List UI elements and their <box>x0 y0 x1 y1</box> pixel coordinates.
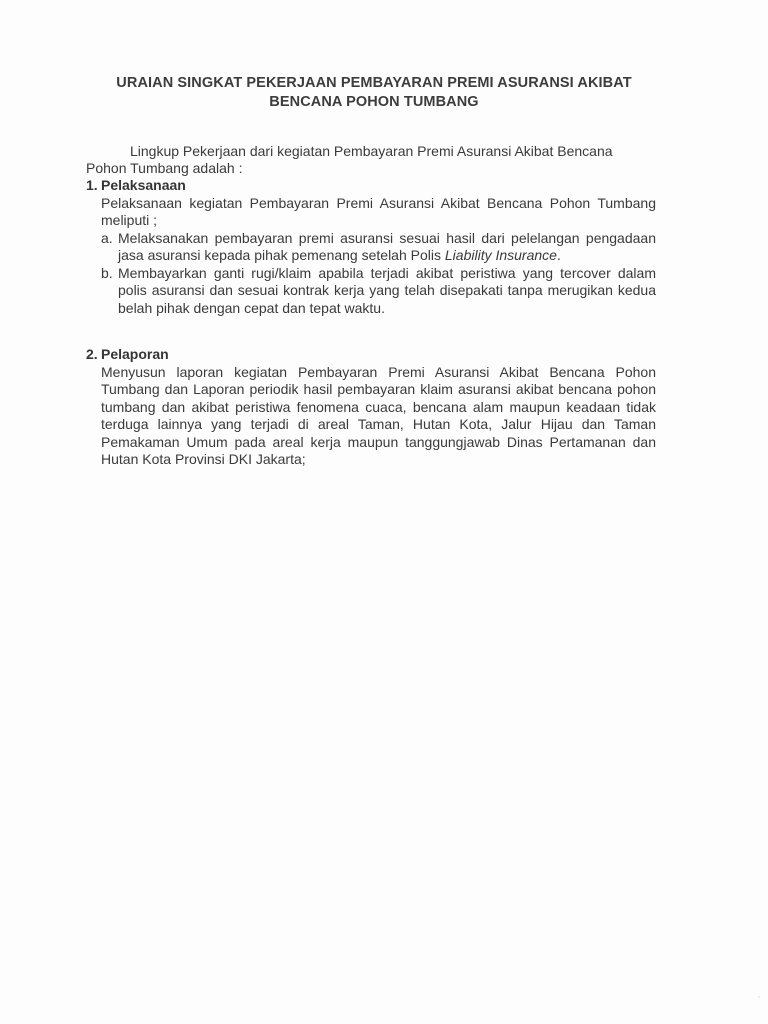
scan-artifact <box>758 996 760 998</box>
list-item-text-italic: Liability Insurance <box>444 247 557 263</box>
section-body: Pelaksanaan kegiatan Pembayaran Premi Asuransi Akibat Bencana Pohon Tumbang meliputi ; <box>101 194 656 228</box>
title-line-2: BENCANA POHON TUMBANG <box>269 94 479 110</box>
document-title <box>80 74 668 112</box>
section-body: Menyusun laporan kegiatan Pembayaran Premi Asuransi Akibat Bencana Pohon Tumbang dan Laporan periodik hasil pembayaran klaim asuransi akibat bencana pohon tumbang dan akibat peristiwa fenomena cuaca, bencana alam maupun keadaan tidak terduga lainnya yang terjadi di areal Taman, Hutan Kota, Jalur Hijau dan Taman Pemakaman Umum pada areal kerja maupun tanggungjawab Dinas Pertamanan dan Hutan Kota Provinsi DKI Jakarta; <box>101 363 656 467</box>
section-pelaksanaan <box>86 177 656 317</box>
section-heading <box>86 177 656 195</box>
title-line-1: URAIAN SINGKAT PEKERJAAN PEMBAYARAN PREMI ASURANSI AKIBAT <box>116 75 632 91</box>
intro-line-1: Lingkup Pekerjaan dari kegiatan Pembayaran Premi Asuransi Akibat Bencana <box>130 143 613 159</box>
list-item-text-end: . <box>556 247 561 263</box>
list-item-letter: a. <box>101 229 113 246</box>
section-number: 1. <box>86 177 98 193</box>
section-list <box>101 230 656 318</box>
section-heading <box>86 346 656 364</box>
section-heading-text: Pelaksanaan <box>101 177 186 193</box>
section-heading-text: Pelaporan <box>101 346 169 362</box>
intro-paragraph <box>86 143 656 177</box>
list-item-text-main: Melaksanakan pembayaran premi asuransi sesuai hasil dari pelelangan pengadaan jasa asuransi kepada pihak pemenang setelah Polis <box>118 229 656 263</box>
list-item-text <box>118 230 656 265</box>
list-item <box>101 230 656 265</box>
section-pelaporan <box>86 346 656 469</box>
list-item <box>101 265 656 318</box>
intro-line-2: Pohon Tumbang adalah : <box>86 160 243 176</box>
list-item-letter: b. <box>101 264 113 281</box>
section-number: 2. <box>86 346 98 362</box>
list-item-text: Membayarkan ganti rugi/klaim apabila terjadi akibat peristiwa yang tercover dalam polis asuransi dan sesuai kontrak kerja yang telah disepakati tanpa merugikan kedua belah pihak dengan cepat dan tepat waktu. <box>118 264 656 316</box>
